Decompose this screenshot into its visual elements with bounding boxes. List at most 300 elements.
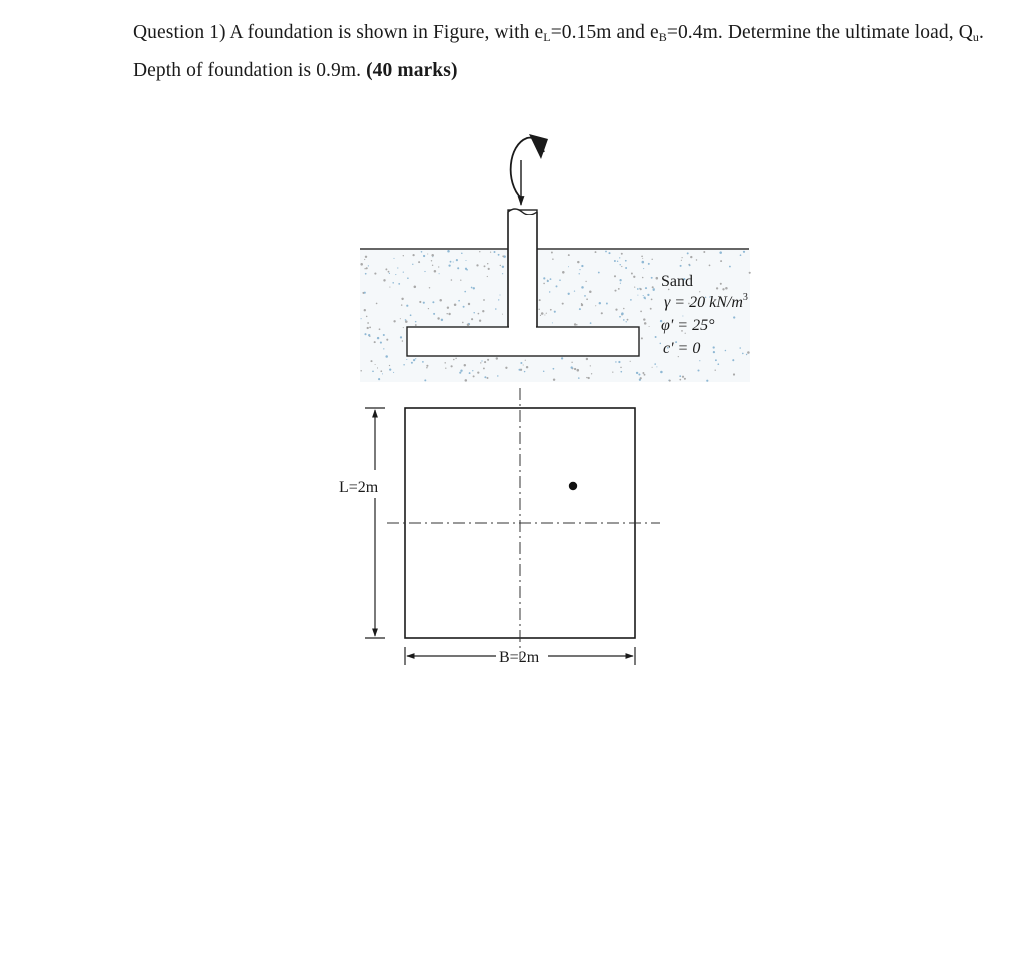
sand-grain (426, 367, 427, 368)
sand-grain (549, 291, 550, 292)
sand-grain (568, 293, 570, 295)
sand-grain (375, 364, 376, 365)
sand-grain (383, 348, 384, 349)
sand-grain (494, 251, 496, 253)
sand-grain (568, 266, 569, 267)
sand-grain (393, 372, 394, 373)
sand-grain (586, 377, 587, 378)
sand-grain (617, 261, 618, 262)
sand-grain (544, 314, 545, 315)
sand-grain (591, 373, 592, 374)
sand-grain (411, 362, 413, 364)
sand-grain (577, 261, 579, 263)
sand-grain (401, 298, 403, 300)
sand-grain (448, 264, 450, 266)
sand-grain (538, 309, 539, 310)
sand-grain (389, 368, 391, 370)
sand-grain (482, 310, 484, 312)
sand-grain (526, 366, 528, 368)
sand-grain (577, 369, 580, 372)
moment-arrowhead (529, 134, 548, 159)
sand-grain (742, 353, 744, 355)
sand-grain (621, 312, 624, 315)
sand-grain (729, 266, 731, 268)
sand-grain (612, 371, 613, 372)
sand-grain (636, 372, 638, 374)
sand-grain (368, 334, 370, 336)
sand-grain (642, 372, 644, 374)
soil-gamma-value: γ = 20 kN/m (664, 294, 743, 311)
sand-grain (389, 273, 390, 274)
sand-grain (414, 286, 417, 289)
sand-grain (606, 303, 608, 305)
sand-grain (599, 302, 601, 304)
sand-grain (623, 308, 625, 310)
sand-grain (386, 339, 388, 341)
sand-grain (388, 271, 390, 273)
sand-grain (473, 287, 475, 289)
load-point (569, 482, 577, 490)
plan-view (387, 388, 660, 660)
sand-grain (439, 273, 440, 274)
sand-grain (369, 326, 371, 328)
sand-grain (709, 265, 711, 267)
sand-grain (618, 361, 620, 363)
sand-grain (479, 251, 480, 252)
sand-grain (682, 257, 683, 258)
sand-grain (383, 334, 385, 336)
sand-grain (581, 303, 582, 304)
sand-grain (586, 358, 588, 360)
sand-grain (631, 273, 633, 275)
sand-grain (488, 268, 490, 270)
sand-grain (403, 272, 404, 273)
sand-grain (361, 318, 362, 319)
sand-grain (446, 313, 447, 314)
sand-grain (562, 271, 565, 274)
sand-grain (681, 260, 682, 261)
Qu-subscript: u (972, 30, 980, 44)
sand-grain (642, 261, 645, 264)
sand-grain (473, 375, 475, 377)
sand-grain (478, 313, 480, 315)
sand-grain (370, 360, 372, 362)
sand-grain (647, 294, 649, 296)
sand-grain (502, 314, 503, 315)
sand-grain (717, 363, 719, 365)
sand-grain (651, 299, 653, 301)
sand-grain (401, 304, 402, 305)
sand-grain (447, 307, 449, 309)
sand-grain (699, 360, 700, 361)
sand-grain (640, 311, 642, 313)
sand-grain (581, 265, 583, 267)
eL-value: =0.15m and e (550, 22, 659, 43)
sand-grain (653, 288, 655, 290)
sand-grain (699, 291, 700, 292)
sand-grain (367, 322, 369, 324)
sand-grain (725, 287, 728, 290)
sand-grain (619, 264, 620, 265)
sand-grain (652, 367, 653, 368)
sand-grain (641, 337, 643, 339)
sand-grain (428, 308, 429, 309)
sand-grain (496, 357, 498, 359)
sand-grain (571, 366, 573, 368)
sand-grain (687, 252, 689, 254)
sand-grain (541, 312, 544, 315)
sand-grain (433, 313, 435, 315)
sand-grain (656, 277, 659, 280)
sand-grain (459, 372, 461, 374)
sand-grain (660, 371, 663, 374)
sand-grain (502, 273, 503, 274)
sand-grain (543, 283, 545, 285)
sand-grain (559, 279, 561, 281)
sand-grain (403, 364, 405, 366)
sand-grain (525, 360, 526, 361)
sand-grain (619, 257, 620, 258)
sand-grain (444, 362, 445, 363)
sand-grain (418, 261, 420, 263)
sand-grain (406, 359, 407, 360)
sand-grain (554, 311, 556, 313)
dimension-B (405, 647, 635, 666)
sand-grain (550, 278, 552, 280)
sand-grain (620, 371, 622, 373)
sand-grain (615, 309, 617, 311)
footing (407, 327, 639, 356)
sand-grain (539, 299, 541, 301)
sand-grain (385, 268, 387, 270)
sand-grain (679, 375, 681, 377)
sand-grain (445, 368, 446, 369)
sand-grain (431, 260, 432, 261)
sand-grain (523, 364, 524, 365)
sand-grain (579, 308, 581, 310)
sand-grain (407, 277, 409, 279)
sand-grain (625, 267, 627, 269)
sand-grain (608, 252, 610, 254)
sand-grain (454, 304, 457, 307)
sand-grain (739, 347, 741, 349)
sand-grain (415, 321, 417, 323)
sand-grain (713, 346, 715, 348)
sand-grain (625, 260, 627, 262)
sand-grain (460, 370, 462, 372)
sand-grain (424, 271, 425, 272)
sand-grain (553, 368, 555, 370)
sand-grain (619, 279, 621, 281)
sand-grain (383, 279, 385, 281)
sand-grain (366, 267, 368, 269)
sand-grain (484, 376, 486, 378)
sand-grain (637, 295, 638, 296)
sand-grain (505, 367, 507, 369)
sand-grain (438, 266, 439, 267)
sand-grain (462, 322, 464, 324)
sand-grain (621, 266, 622, 267)
sand-grain (472, 370, 473, 371)
sand-grain (630, 361, 631, 362)
sand-grain (484, 361, 486, 363)
sand-grain (651, 277, 653, 279)
sand-grain (400, 336, 402, 338)
sand-grain (380, 370, 382, 372)
sand-grain (410, 314, 412, 316)
sand-grain (498, 299, 499, 300)
sand-grain (669, 380, 671, 382)
sand-grain (397, 267, 398, 268)
sand-grain (456, 259, 458, 261)
sand-grain (590, 365, 591, 366)
sand-grain (393, 320, 395, 322)
sand-grain (660, 343, 662, 345)
sand-grain (568, 254, 570, 256)
sand-grain (364, 333, 366, 335)
sand-grain (643, 318, 645, 320)
sand-grain (365, 256, 367, 258)
sand-grain (638, 373, 640, 375)
sand-grain (643, 295, 644, 296)
sand-grain (487, 377, 489, 379)
sand-grain (690, 256, 692, 258)
sand-grain (715, 359, 717, 361)
sand-grain (483, 367, 485, 369)
sand-grain (395, 274, 396, 275)
sand-grain (574, 290, 575, 291)
sand-grain (467, 323, 470, 326)
sand-grain (427, 253, 428, 254)
sand-grain (682, 376, 684, 378)
sand-grain (543, 277, 545, 279)
sand-grain (377, 337, 379, 339)
sand-grain (641, 255, 643, 257)
sand-grain (722, 288, 724, 290)
sand-grain (614, 290, 616, 292)
dimension-L-label: L=2m (339, 479, 379, 496)
sand-grain (385, 355, 388, 358)
sand-grain (502, 266, 504, 268)
sand-grain (463, 306, 465, 308)
sand-grain (634, 287, 635, 288)
soil-cohesion: c' = 0 (663, 340, 701, 357)
sand-grain (450, 261, 452, 263)
sand-grain (627, 319, 629, 321)
sand-grain (720, 260, 722, 262)
sand-grain (648, 263, 650, 265)
sand-grain (551, 252, 553, 254)
sand-grain (586, 298, 588, 300)
sand-grain (464, 364, 466, 366)
sand-grain (725, 350, 727, 352)
sand-grain (412, 264, 413, 265)
sand-grain (719, 251, 722, 254)
sand-grain (457, 267, 459, 269)
sand-grain (364, 259, 365, 260)
sand-grain (684, 378, 686, 380)
sand-grain (584, 295, 586, 297)
sand-grain (389, 365, 390, 366)
sand-grain (552, 322, 553, 323)
sand-grain (561, 357, 563, 359)
sand-grain (652, 286, 654, 288)
sand-grain (571, 362, 572, 363)
eB-value: =0.4m. Determine the ultimate load, Q (666, 22, 973, 43)
sand-grain (615, 361, 616, 362)
dimension-B-label: B=2m (499, 649, 540, 666)
sand-grain (713, 351, 715, 353)
sand-grain (689, 264, 691, 266)
sand-grain (400, 318, 401, 319)
sand-grain (578, 377, 580, 379)
sand-grain (413, 359, 415, 361)
sand-grain (448, 313, 450, 315)
sand-grain (360, 370, 362, 372)
sand-grain (630, 299, 632, 301)
sand-grain (642, 258, 643, 259)
sand-grain (415, 324, 417, 326)
sand-grain (412, 254, 414, 256)
sand-grain (637, 288, 639, 290)
sand-grain (466, 269, 468, 271)
soil-gamma (664, 292, 748, 311)
sand-grain (499, 294, 500, 295)
sand-grain (461, 252, 463, 254)
sand-grain (706, 380, 708, 382)
sand-grain (715, 370, 716, 371)
sand-grain (483, 299, 485, 301)
sand-grain (655, 336, 657, 338)
sand-grain (733, 373, 735, 375)
sand-grain (487, 263, 488, 264)
sand-grain (471, 287, 473, 289)
marks-label: (40 marks) (366, 60, 458, 81)
sand-grain (480, 362, 481, 363)
sand-grain (645, 287, 647, 289)
sand-grain (453, 261, 454, 262)
sand-grain (379, 328, 381, 330)
sand-grain (364, 309, 366, 311)
sand-grain (447, 250, 450, 253)
sand-grain (366, 316, 368, 318)
sand-grain (589, 290, 592, 293)
sand-grain (520, 362, 522, 364)
sand-grain (403, 255, 404, 256)
soil-gamma-superscript: 3 (742, 292, 748, 303)
sand-grain (642, 277, 644, 279)
sand-grain (437, 317, 439, 319)
sand-grain (498, 254, 500, 256)
sand-grain (540, 315, 541, 316)
sand-grain (403, 327, 404, 328)
eB-subscript: B (658, 30, 667, 44)
soil-phi: φ' = 25° (661, 317, 715, 334)
sand-grain (696, 259, 697, 260)
sand-grain (392, 282, 394, 284)
sand-grain (372, 370, 374, 372)
sand-grain (626, 321, 627, 322)
soil-name: Sand (661, 273, 693, 290)
dimension-L (339, 408, 385, 638)
sand-grain (374, 341, 376, 343)
sand-grain (546, 313, 547, 314)
sand-grain (643, 268, 644, 269)
sand-grain (651, 259, 652, 260)
sand-grain (464, 291, 466, 293)
sand-grain (405, 319, 407, 321)
sand-grain (406, 305, 408, 307)
sand-grain (650, 308, 652, 310)
sand-grain (749, 272, 751, 274)
sand-grain (579, 269, 580, 270)
sand-grain (619, 316, 621, 318)
sand-grain (574, 323, 576, 325)
sand-grain (601, 312, 603, 314)
sand-grain (524, 371, 525, 372)
sand-grain (382, 373, 383, 374)
sand-grain (479, 320, 481, 322)
sand-grain (471, 318, 473, 320)
sand-grain (500, 265, 501, 266)
sand-grain (423, 302, 425, 304)
sand-grain (644, 374, 646, 376)
sand-grain (497, 375, 498, 376)
eL-subscript: L (543, 30, 551, 44)
sand-grain (720, 283, 722, 285)
sand-grain (431, 254, 434, 257)
sand-grain (490, 251, 491, 252)
sand-grain (484, 265, 486, 267)
sand-grain (364, 292, 366, 294)
sand-grain (547, 280, 548, 281)
sand-grain (618, 288, 620, 290)
sand-grain (640, 288, 642, 290)
question-prefix: Question 1) A foundation is shown in Figure, with e (133, 22, 544, 43)
sand-grain (518, 369, 520, 371)
sand-grain (439, 299, 442, 302)
sand-grain (656, 366, 657, 367)
sand-grain (368, 265, 369, 266)
sand-grain (680, 265, 682, 267)
sand-grain (579, 273, 580, 274)
sand-layer (360, 250, 751, 382)
sand-grain (389, 287, 390, 288)
sand-grain (434, 270, 437, 273)
sand-grain (679, 379, 681, 381)
sand-grain (487, 359, 489, 361)
sand-grain (465, 260, 466, 261)
sand-grain (543, 370, 545, 372)
sand-grain (365, 273, 367, 275)
sand-grain (432, 301, 434, 303)
sand-grain (374, 273, 376, 275)
sand-grain (468, 303, 470, 305)
sand-grain (644, 322, 647, 325)
sand-grain (649, 326, 650, 327)
sand-grain (740, 254, 742, 256)
sand-grain (432, 265, 433, 266)
sand-grain (465, 379, 468, 382)
sand-grain (590, 322, 592, 324)
sand-grain (716, 287, 718, 289)
sand-grain (380, 342, 382, 344)
sand-grain (588, 377, 590, 379)
sand-grain (360, 263, 363, 266)
sand-grain (422, 361, 424, 363)
sand-grain (419, 301, 421, 303)
sand-grain (640, 377, 642, 379)
